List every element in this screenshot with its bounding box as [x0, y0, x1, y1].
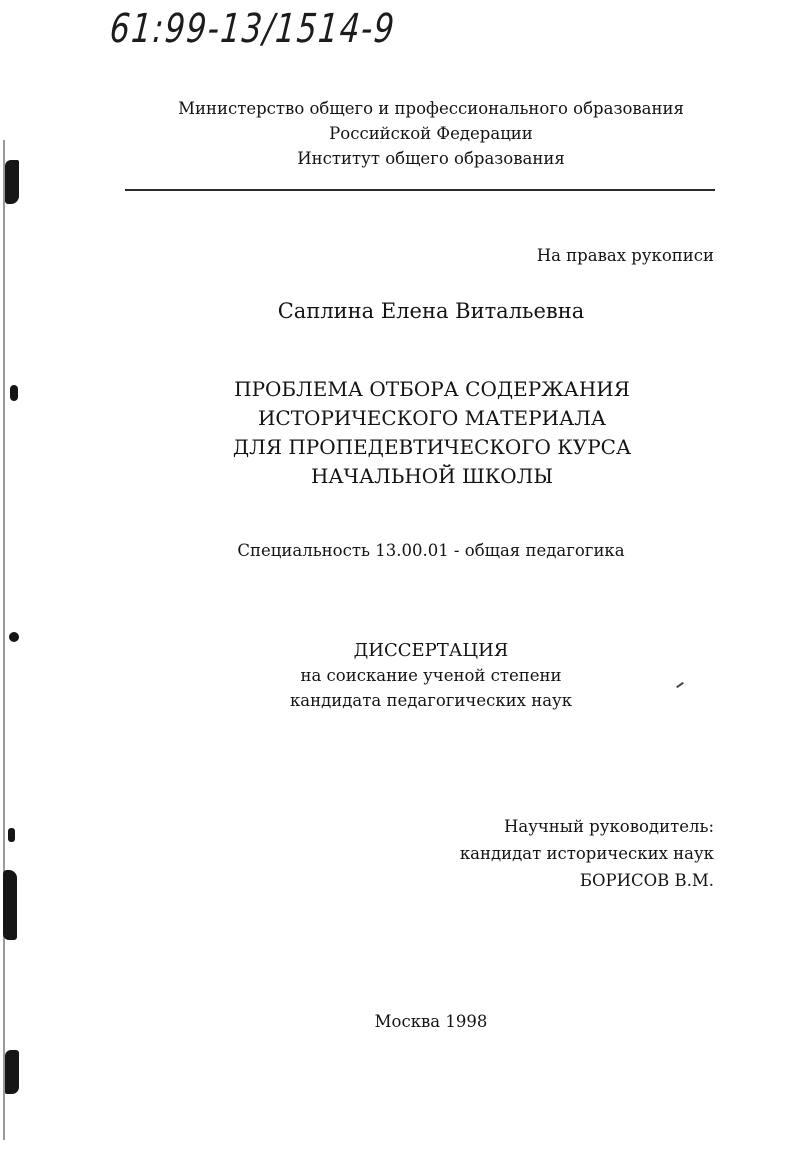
dissertation-block: [0, 638, 797, 713]
author-name: Саплина Елена Витальевна: [277, 299, 585, 323]
manuscript-note: На правах рукописи: [536, 246, 714, 265]
supervisor-name: БОРИСОВ В.М.: [579, 871, 714, 890]
specialty-line: Специальность 13.00.01 - общая педагогика: [237, 541, 625, 560]
dissertation-heading: ДИССЕРТАЦИЯ: [353, 640, 509, 661]
federation-line: Российской Федерации: [329, 124, 533, 143]
supervisor-degree: кандидат исторических наук: [459, 844, 714, 863]
institution-block: [0, 96, 797, 171]
scan-margin-artifacts: [0, 0, 26, 1158]
title-line: ПРОБЛЕМА ОТБОРА СОДЕРЖАНИЯ: [234, 377, 630, 401]
degree-field-line: кандидата педагогических наук: [289, 691, 573, 710]
title-line: НАЧАЛЬНОЙ ШКОЛЫ: [310, 464, 554, 488]
title-line: ИСТОРИЧЕСКОГО МАТЕРИАЛА: [257, 406, 607, 430]
institute-line: Институт общего образования: [297, 149, 565, 168]
scan-blot: [5, 1050, 19, 1094]
scan-blot: [8, 828, 15, 842]
archive-handwritten-code: 61:99-13/1514-9: [108, 6, 398, 52]
scan-blot: [10, 385, 18, 401]
ministry-line: Министерство общего и профессионального образования: [178, 99, 684, 118]
title-line: ДЛЯ ПРОПЕДЕВТИЧЕСКОГО КУРСА: [232, 435, 632, 459]
header-divider: [125, 189, 715, 191]
supervisor-block: [460, 813, 714, 894]
degree-purpose-line: на соискание ученой степени: [300, 666, 562, 685]
supervisor-label: Научный руководитель:: [503, 817, 714, 836]
scan-blot: [3, 870, 17, 940]
city-year: Москва 1998: [374, 1012, 488, 1031]
dissertation-title: [222, 375, 642, 491]
